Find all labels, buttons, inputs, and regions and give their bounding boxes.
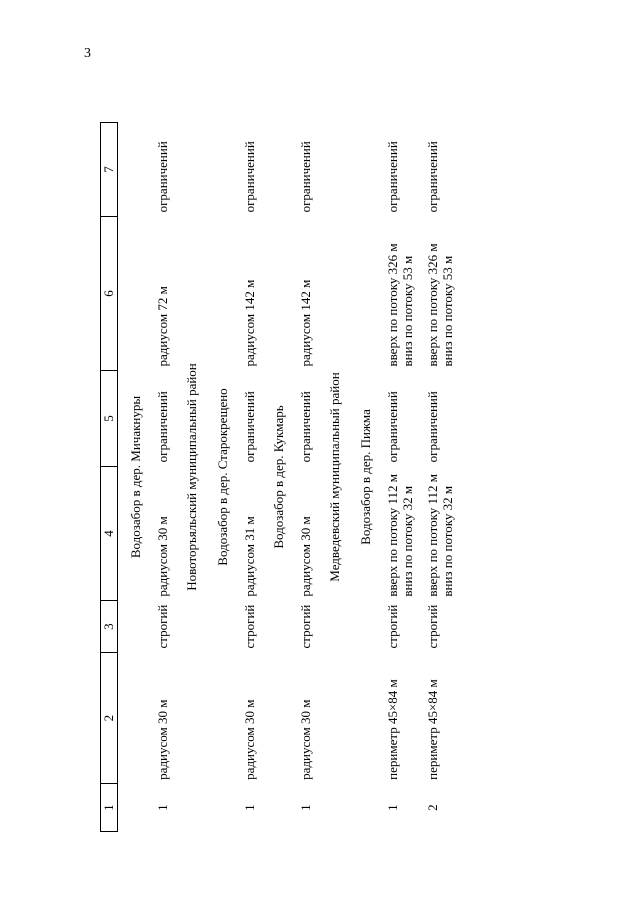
- table-cell: ограничений: [385, 141, 400, 213]
- table-row: [419, 123, 459, 832]
- table-cell: ограничений: [298, 391, 313, 463]
- intake-title: Водозабор в дер. Пижма: [358, 409, 373, 545]
- table-cell: 2: [425, 804, 440, 811]
- column-header: 5: [101, 371, 118, 467]
- table-cell: строгий: [385, 604, 400, 649]
- intake-heading-row: [205, 123, 236, 832]
- intake-heading-row: [348, 123, 379, 832]
- table-cell: вверх по потоку 326 м вниз по потоку 53 м: [385, 243, 415, 367]
- district-heading-row: [174, 123, 205, 832]
- table-cell: ограничений: [242, 391, 257, 463]
- table-cell: строгий: [298, 604, 313, 649]
- intake-heading-row: [261, 123, 292, 832]
- table-cell: радиусом 30 м: [298, 516, 313, 597]
- table-cell: периметр 45×84 м: [425, 679, 440, 780]
- table-cell: строгий: [242, 604, 257, 649]
- table-row: [236, 123, 261, 832]
- rotated-page: [100, 92, 532, 832]
- column-header: 6: [101, 216, 118, 370]
- table-cell: радиусом 30 м: [242, 699, 257, 780]
- table-cell: радиусом 142 м: [298, 279, 313, 367]
- intake-heading-row: [118, 123, 150, 832]
- table-cell: радиусом 30 м: [155, 516, 170, 597]
- table-cell: строгий: [425, 604, 440, 649]
- table-cell: радиусом 72 м: [155, 286, 170, 367]
- table-cell: 1: [242, 804, 257, 811]
- table-cell: 1: [155, 804, 170, 811]
- column-header: 1: [101, 784, 118, 832]
- column-header: 4: [101, 466, 118, 600]
- table-row: [379, 123, 419, 832]
- column-number-row: [101, 123, 118, 832]
- table-cell: вверх по потоку 112 м вниз по потоку 32 м: [425, 474, 455, 597]
- table-cell: радиусом 142 м: [242, 279, 257, 367]
- district-title: Новоторъяльский муниципальный район: [184, 363, 199, 591]
- table-row: [149, 123, 174, 832]
- table-cell: ограничений: [242, 141, 257, 213]
- page-number: 3: [84, 46, 91, 61]
- table-cell: вверх по потоку 326 м вниз по потоку 53 м: [425, 243, 455, 367]
- column-header: 7: [101, 123, 118, 217]
- column-header: 2: [101, 653, 118, 784]
- table-cell: ограничений: [425, 391, 440, 463]
- table-row: [292, 123, 317, 832]
- table-cell: вверх по потоку 112 м вниз по потоку 32 м: [385, 474, 415, 597]
- intake-title: Водозабор в дер. Мичакнуры: [128, 395, 143, 559]
- table-cell: радиусом 31 м: [242, 516, 257, 597]
- table-cell: ограничений: [298, 141, 313, 213]
- table-cell: 1: [298, 804, 313, 811]
- table-cell: периметр 45×84 м: [385, 679, 400, 780]
- district-title: Медведевский муниципальный район: [327, 372, 342, 582]
- sanitary-zones-table: [100, 122, 459, 832]
- district-heading-row: [317, 123, 348, 832]
- table-cell: ограничений: [155, 141, 170, 213]
- column-header: 3: [101, 601, 118, 653]
- table-cell: ограничений: [155, 391, 170, 463]
- table-cell: ограничений: [425, 141, 440, 213]
- table-cell: строгий: [155, 604, 170, 649]
- table-cell: 1: [385, 804, 400, 811]
- table-cell: радиусом 30 м: [155, 699, 170, 780]
- table-cell: ограничений: [385, 391, 400, 463]
- table-cell: радиусом 30 м: [298, 699, 313, 780]
- intake-title: Водозабор в дер. Кукмарь: [271, 405, 286, 549]
- table-body: [118, 123, 460, 832]
- intake-title: Водозабор в дер. Старокрещено: [215, 388, 230, 566]
